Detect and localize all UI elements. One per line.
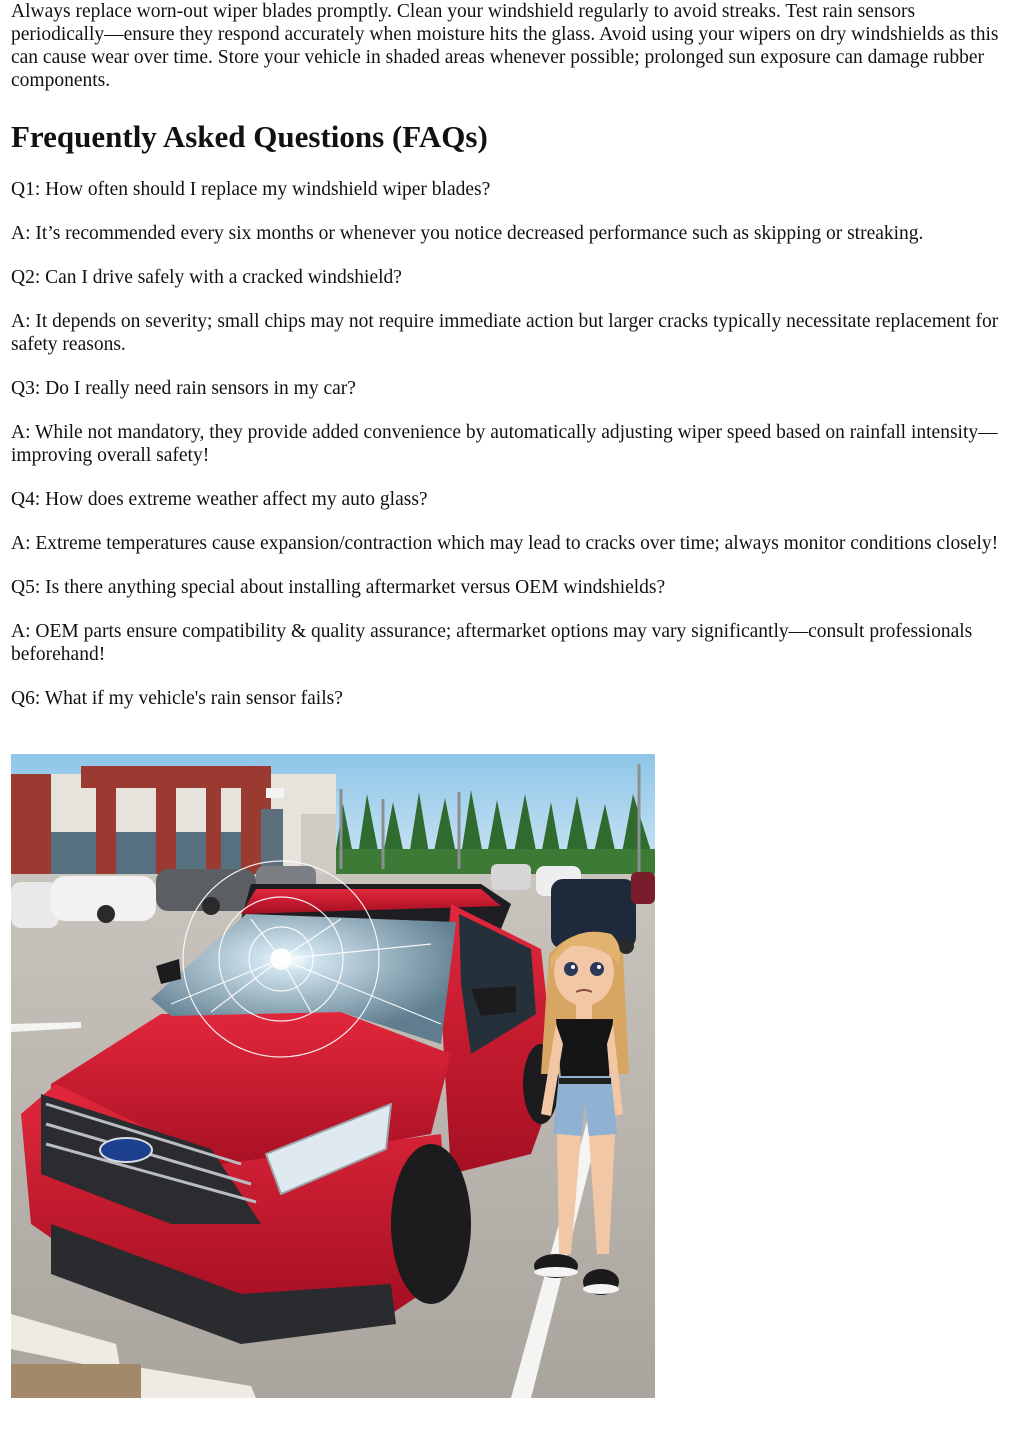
faq-heading: Frequently Asked Questions (FAQs) xyxy=(11,119,488,154)
document-page xyxy=(11,0,1011,731)
intro-paragraph: Always replace worn-out wiper blades promptly. Clean your windshield regularly to avoid streaks. Test rain sensors periodically—ensure they respond accurately when moisture hits the glass. Avoid using your wipers on dry windshields as this can cause wear over time. Store your vehicle in shaded areas whenever possible; prolonged sun exposure can damage rubber components. xyxy=(11,1,999,91)
faq-question-4: Q4: How does extreme weather affect my auto glass? xyxy=(11,489,428,510)
faq-answer-4: A: Extreme temperatures cause expansion/contraction which may lead to cracks over time; always monitor conditions closely! xyxy=(11,533,999,554)
faq-question-6: Q6: What if my vehicle's rain sensor fails? xyxy=(11,688,343,709)
faq-question-5: Q5: Is there anything special about installing aftermarket versus OEM windshields? xyxy=(11,577,666,598)
faq-answer-3: A: While not mandatory, they provide added convenience by automatically adjusting wiper speed based on rainfall intensity—improving overall safety! xyxy=(11,422,998,466)
cracked-windshield-illustration xyxy=(11,754,655,1398)
faq-question-2: Q2: Can I drive safely with a cracked windshield? xyxy=(11,267,402,288)
faq-question-3: Q3: Do I really need rain sensors in my car? xyxy=(11,378,356,399)
ford-badge xyxy=(100,1138,152,1162)
faq-list xyxy=(11,178,1011,710)
illustration-svg xyxy=(11,754,655,1398)
faq-answer-1: A: It’s recommended every six months or whenever you notice decreased performance such as skipping or streaking. xyxy=(11,223,924,244)
wooden-deck xyxy=(11,1364,141,1398)
faq-answer-5: A: OEM parts ensure compatibility & quality assurance; aftermarket options may vary significantly—consult professionals beforehand! xyxy=(11,621,973,665)
faq-answer-2: A: It depends on severity; small chips may not require immediate action but larger cracks typically necessitate replacement for safety reasons. xyxy=(11,311,999,355)
faq-question-1: Q1: How often should I replace my windshield wiper blades? xyxy=(11,179,491,200)
